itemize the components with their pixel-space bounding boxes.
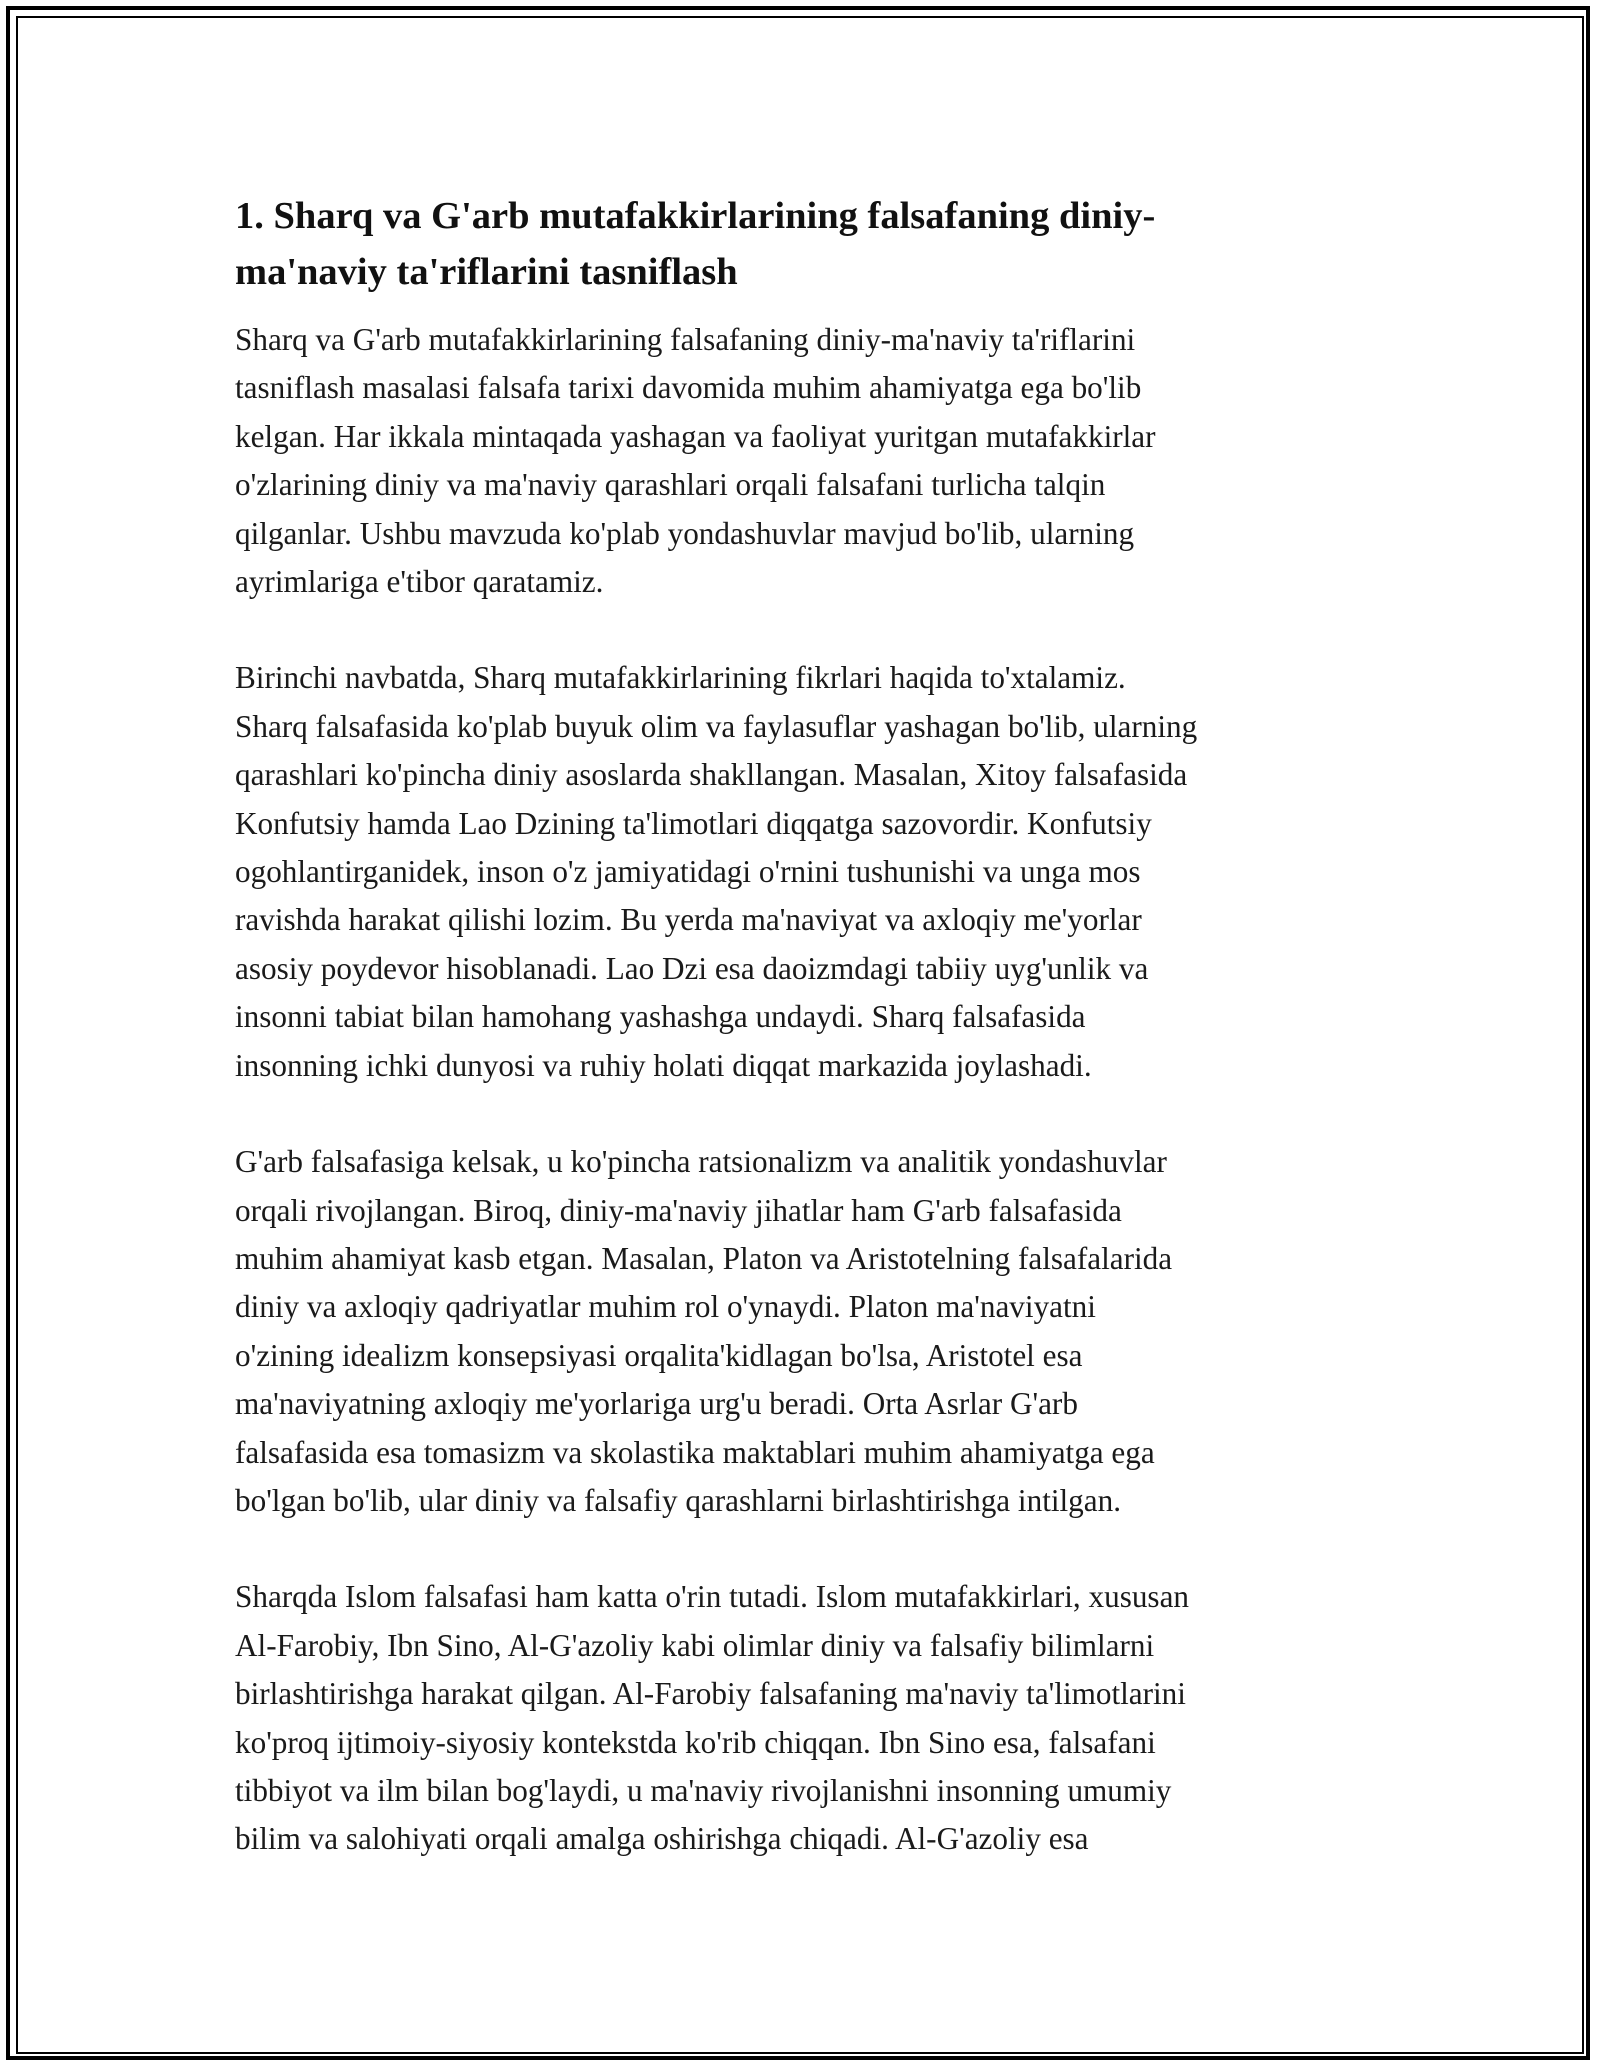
document-body xyxy=(235,188,1375,1912)
paragraph-2: Birinchi navbatda, Sharq mutafakkirlarining fikrlari haqida to'xtalamiz. Sharq falsafasida ko'plab buyuk olim va faylasuflar yashagan bo'lib, ularning qarashlari ko'pincha diniy asoslarda shakllangan. Masalan, Xitoy falsafasida Konfutsiy hamda Lao Dzining ta'limotlari diqqatga sazovordir. Konfutsiy ogohlantirganidek, inson o'z jamiyatidagi o'rnini tushunishi va unga mos ravishda harakat qilishi lozim. Bu yerda ma'naviyat va axloqiy me'yorlar asosiy poydevor hisoblanadi. Lao Dzi esa daoizmdagi tabiiy uyg'unlik va insonni tabiat bilan hamohang yashashga undaydi. Sharq falsafasida insonning ichki dunyosi va ruhiy holati diqqat markazida joylashadi. xyxy=(235,660,1198,1083)
paragraph-3: G'arb falsafasiga kelsak, u ko'pincha ratsionalizm va analitik yondashuvlar orqali rivojlangan. Biroq, diniy-ma'naviy jihatlar ham G'arb falsafasida muhim ahamiyat kasb etgan. Masalan, Platon va Aristotelning falsafalarida diniy va axloqiy qadriyatlar muhim rol o'ynaydi. Platon ma'naviyatni o'zining idealizm konsepsiyasi orqalita'kidlagan bo'lsa, Aristotel esa ma'naviyatning axloqiy me'yorlariga urg'u beradi. Orta Asrlar G'arb falsafasida esa tomasizm va skolastika maktablari muhim ahamiyatga ega bo'lgan bo'lib, ular diniy va falsafiy qarashlarni birlashtirishga intilgan. xyxy=(235,1144,1173,1518)
page-title: 1. Sharq va G'arb mutafakkirlarining falsafaning diniy- ma'naviy ta'riflarini tasniflash xyxy=(235,195,1156,293)
paragraph-1: Sharq va G'arb mutafakkirlarining falsafaning diniy-ma'naviy ta'riflarini tasniflash masalasi falsafa tarixi davomida muhim ahamiyatga ega bo'lib kelgan. Har ikkala mintaqada yashagan va faoliyat yuritgan mutafakkirlar o'zlarining diniy va ma'naviy qarashlari orqali falsafani turlicha talqin qilganlar. Ushbu mavzuda ko'plab yondashuvlar mavjud bo'lib, ularning ayrimlariga e'tibor qaratamiz. xyxy=(235,322,1156,600)
paragraph-4: Sharqda Islom falsafasi ham katta o'rin tutadi. Islom mutafakkirlari, xususan Al-Farobiy, Ibn Sino, Al-G'azoliy kabi olimlar diniy va falsafiy bilimlarni birlashtirishga harakat qilgan. Al-Farobiy falsafaning ma'naviy ta'limotlarini ko'proq ijtimoiy-siyosiy kontekstda ko'rib chiqqan. Ibn Sino esa, falsafani tibbiyot va ilm bilan bog'laydi, u ma'naviy rivojlanishni insonning umumiy bilim va salohiyati orqali amalga oshirishga chiqadi. Al-G'azoliy esa xyxy=(235,1579,1190,1857)
